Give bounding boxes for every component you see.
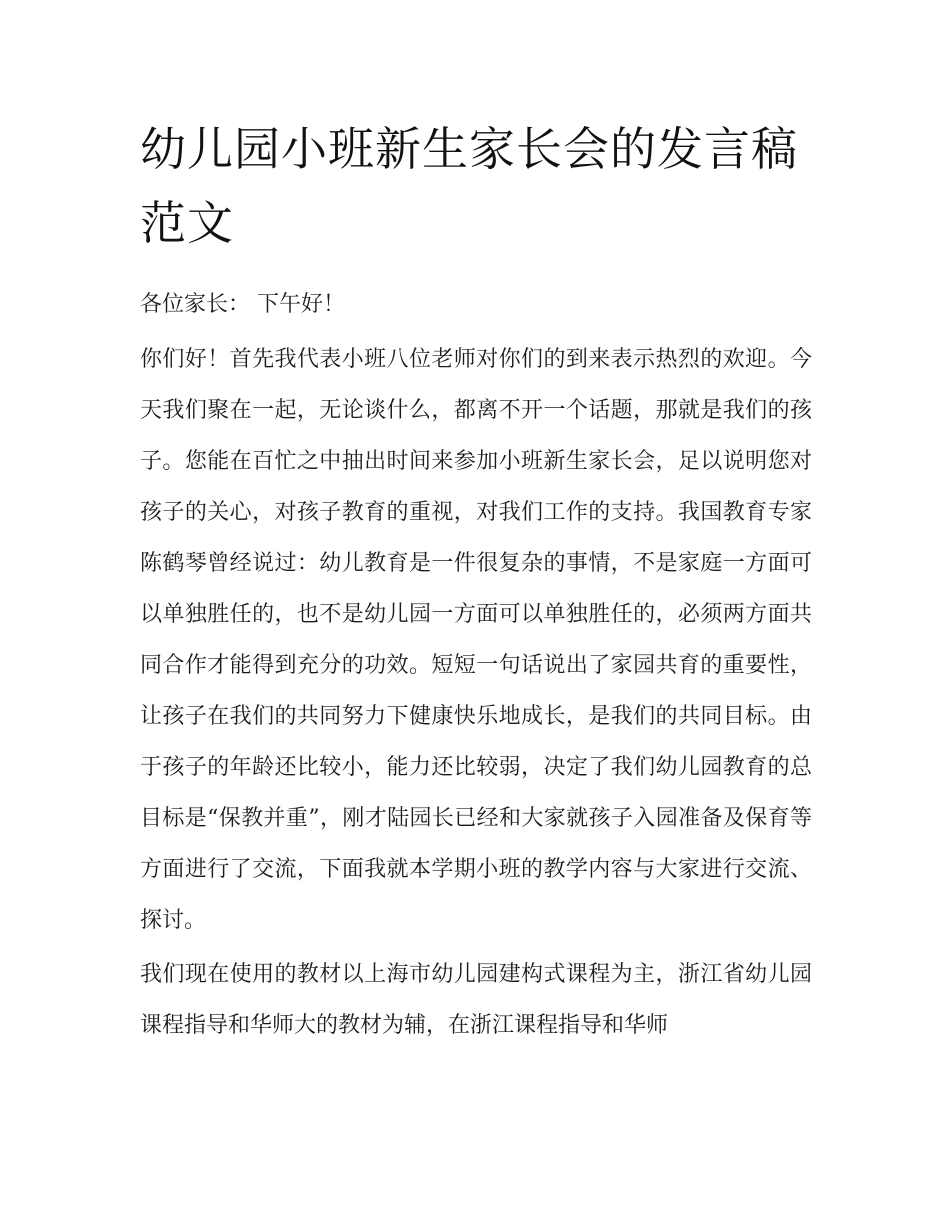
greeting-line: 各位家长： 下午好！ — [140, 292, 345, 317]
document-title: 幼儿园小班新生家长会的发言稿范文 — [140, 122, 798, 250]
paragraph: 你们好！首先我代表小班八位老师对你们的到来表示热烈的欢迎。今天我们聚在一起，无论谈什么，都离不开一个话题，那就是我们的孩子。您能在百忙之中抽出时间来参加小班新生家长会，足以说明您对孩子的关心，对孩子教育的重视，对我们工作的支持。我国教育专家陈鹤琴曾经说过：幼儿教育是一件很复杂的事情，不是家庭一方面可以单独胜任的，也不是幼儿园一方面可以单独胜任的，必须两方面共同合作才能得到充分的功效。短短一句话说出了家园共育的重要性，让孩子在我们的共同努力下健康快乐地成长，是我们的共同目标。由于孩子的年龄还比较小，能力还比较弱，决定了我们幼儿园教育的总目标是“保教并重”，刚才陆园长已经和大家就孩子入园准备及保育等方面进行了交流，下面我就本学期小班的教学内容与大家进行交流、探讨。 — [140, 347, 812, 933]
document-body — [140, 112, 812, 1051]
paragraph: 我们现在使用的教材以上海市幼儿园建构式课程为主，浙江省幼儿园课程指导和华师大的教材为辅，在浙江课程指导和华师 — [140, 962, 812, 1038]
